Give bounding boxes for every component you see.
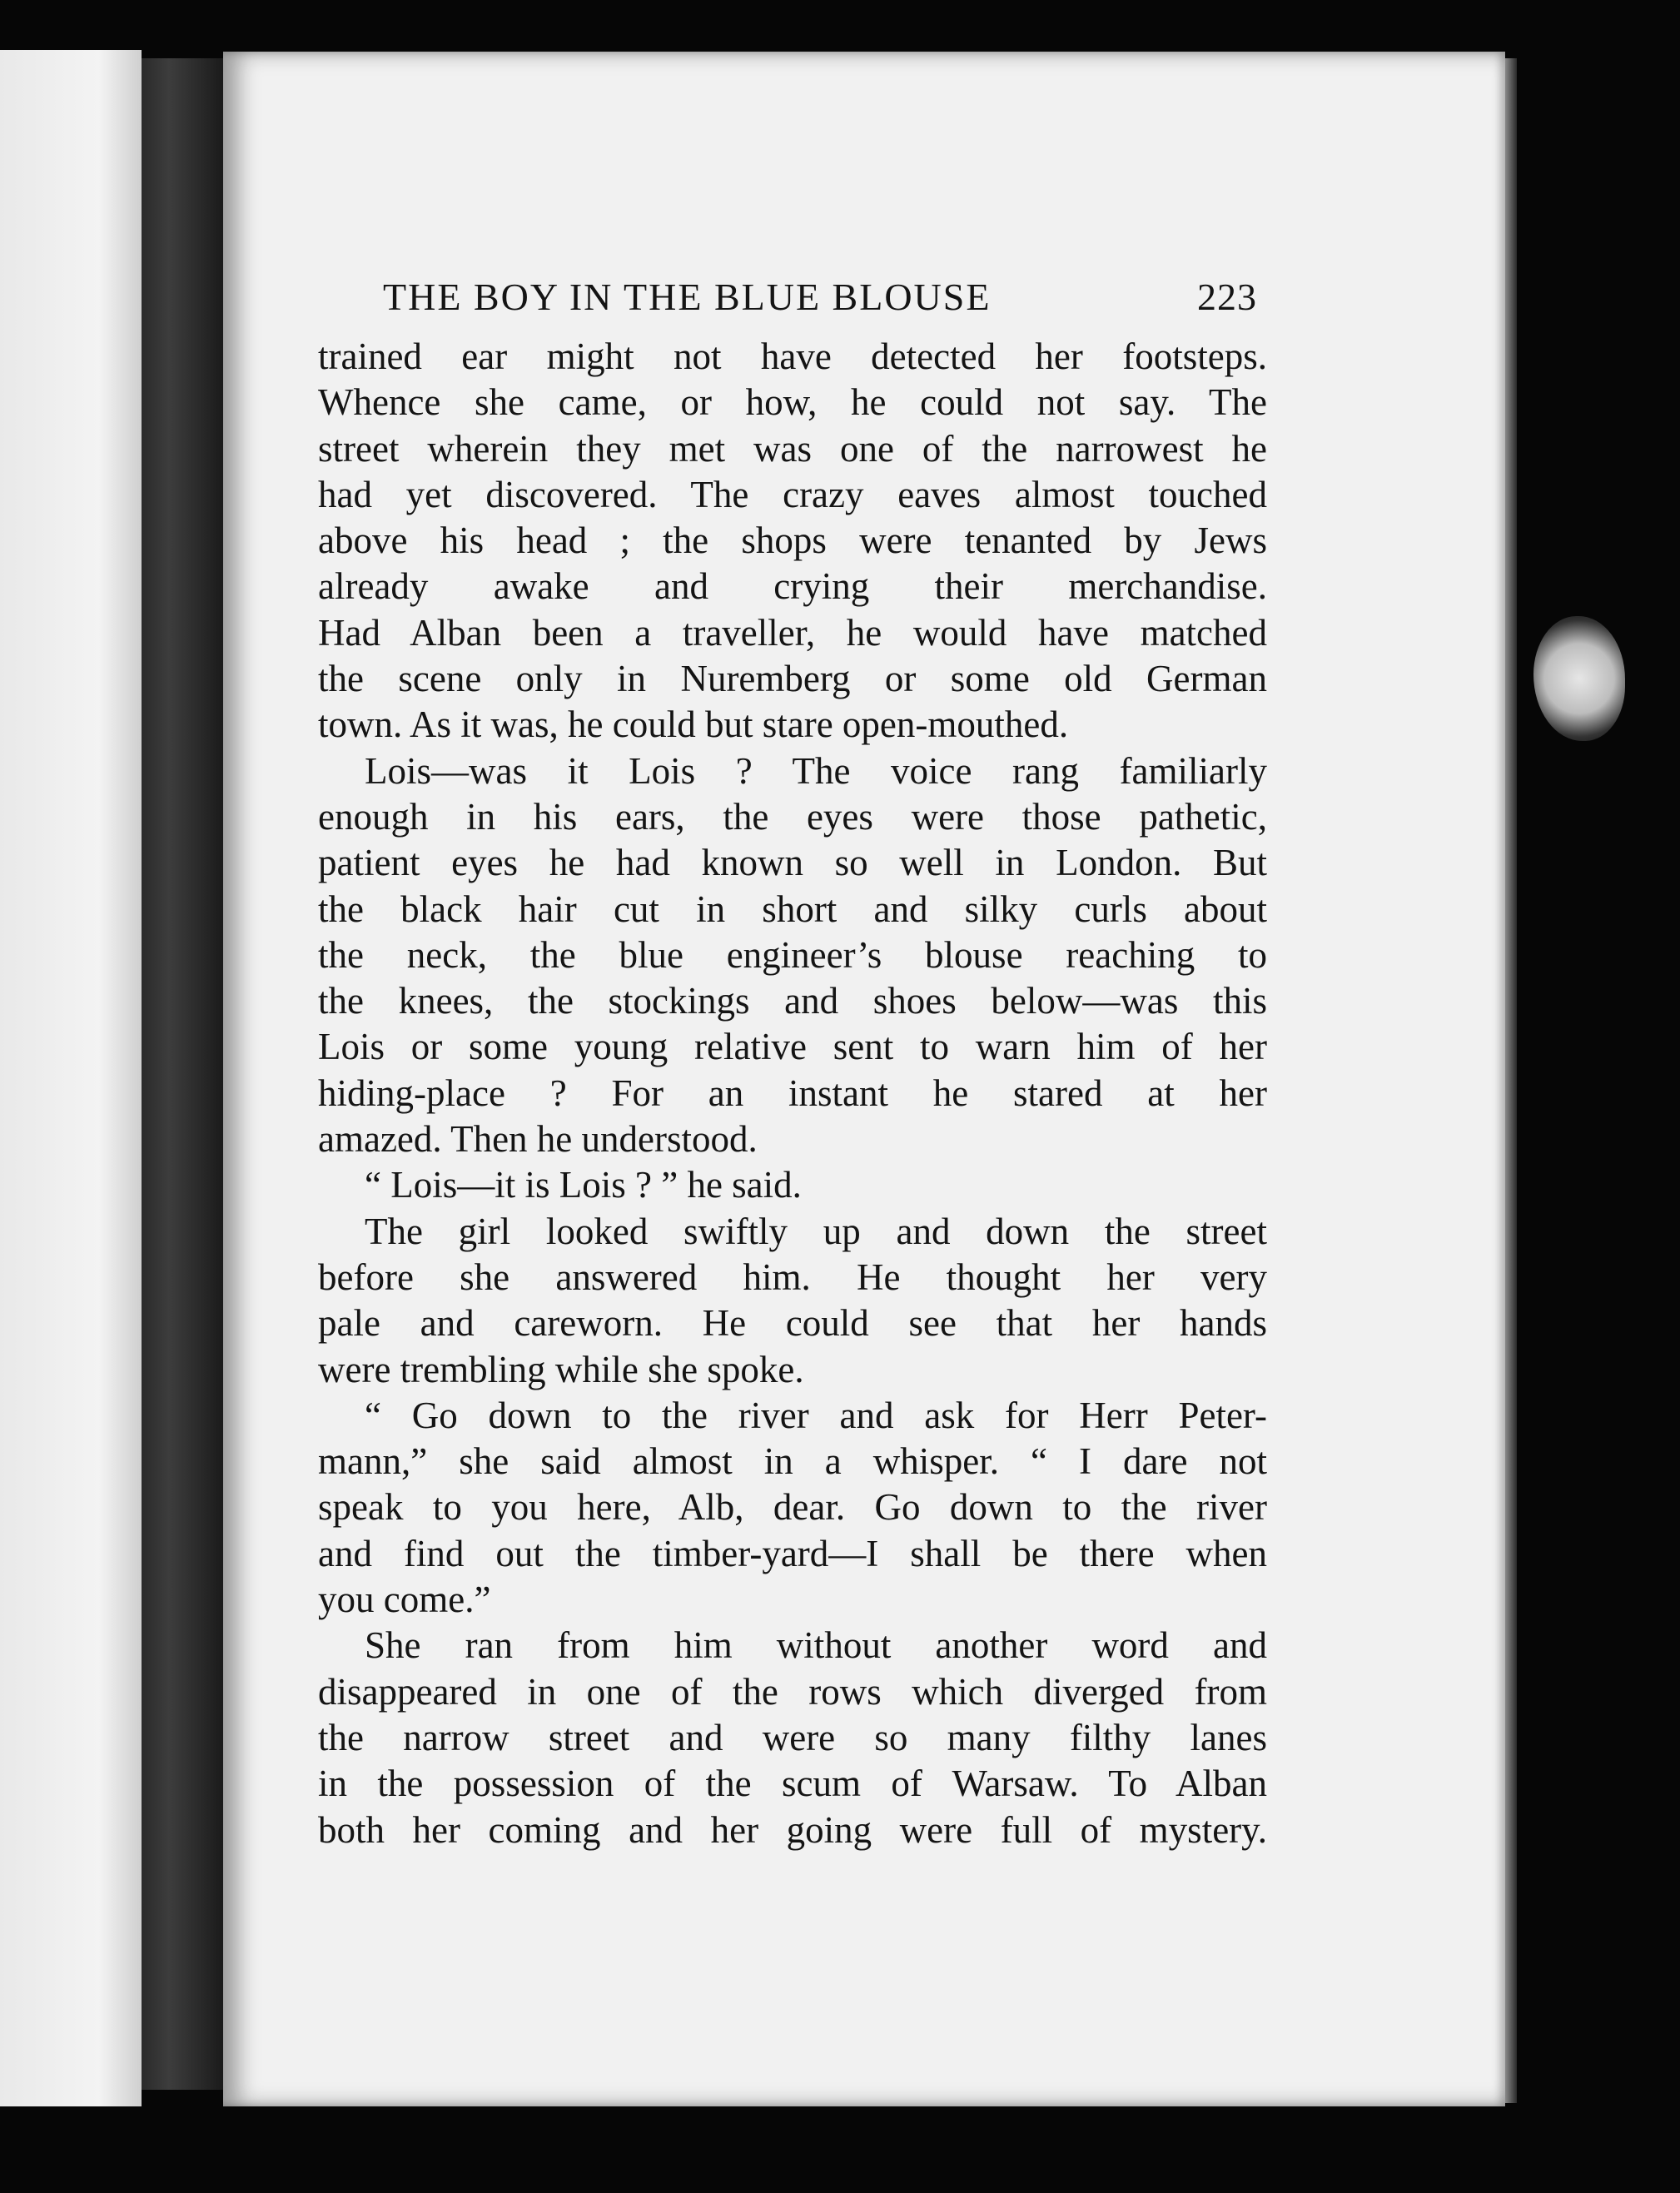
text-line: the narrow street and were so many filthy lanes	[318, 1716, 1267, 1758]
text-line: before she answered him. He thought her very	[318, 1256, 1267, 1298]
text-line: you come.”	[318, 1579, 491, 1621]
text-line: trained ear might not have detected her footsteps.	[318, 336, 1267, 377]
text-line: the black hair cut in short and silky curls about	[318, 888, 1267, 930]
text-line: She ran from him without another word and	[365, 1624, 1267, 1667]
facing-page-edge	[0, 50, 142, 2106]
running-head	[383, 275, 1257, 319]
text-line: street wherein they met was one of the narrowest he	[318, 427, 1267, 470]
text-line: speak to you here, Alb, dear. Go down to the river	[318, 1486, 1267, 1529]
text-line: The girl looked swiftly up and down the street	[365, 1210, 1267, 1252]
text-line: Whence she came, or how, he could not say. The	[318, 381, 1267, 424]
text-line: Had Alban been a traveller, he would have matched	[318, 611, 1267, 654]
text-line: the neck, the blue engineer’s blouse reaching to	[318, 933, 1267, 976]
scan-smudge	[1533, 616, 1625, 741]
text-line: already awake and crying their merchandise.	[318, 565, 1267, 608]
text-line: had yet discovered. The crazy eaves almost touched	[318, 473, 1267, 515]
page-number: 223	[1197, 276, 1257, 318]
text-line: the scene only in Nuremberg or some old German	[318, 658, 1267, 700]
text-line: Lois or some young relative sent to warn him of her	[318, 1026, 1267, 1068]
text-line: and find out the timber-yard—I shall be there when	[318, 1532, 1267, 1574]
text-line: disappeared in one of the rows which diverged from	[318, 1670, 1267, 1713]
text-line: “ Go down to the river and ask for Herr Peter-	[365, 1394, 1267, 1436]
running-head-title: THE BOY IN THE BLUE BLOUSE	[383, 276, 992, 318]
text-line: both her coming and her going were full of mystery.	[318, 1808, 1267, 1851]
text-line: were trembling while she spoke.	[318, 1348, 804, 1390]
text-line: amazed. Then he understood.	[318, 1118, 758, 1161]
text-line: Lois—was it Lois ? The voice rang familiarly	[365, 749, 1267, 792]
text-line: above his head ; the shops were tenanted by Jews	[318, 520, 1267, 562]
text-line: hiding-place ? For an instant he stared at her	[318, 1072, 1267, 1114]
text-line: town. As it was, he could but stare open-mouthed.	[318, 704, 1069, 746]
book-binding-shadow	[142, 58, 233, 2090]
text-line: patient eyes he had known so well in London. But	[318, 842, 1267, 884]
text-line: “ Lois—it is Lois ? ” he said.	[365, 1164, 802, 1206]
text-line: pale and careworn. He could see that her hands	[318, 1302, 1267, 1345]
page-text	[318, 275, 1267, 1853]
text-line: the knees, the stockings and shoes below—was this	[318, 980, 1267, 1022]
text-line: mann,” she said almost in a whisper. “ I dare not	[318, 1440, 1267, 1483]
text-line: in the possession of the scum of Warsaw. To Alban	[318, 1763, 1267, 1805]
page-edge-shadow	[1505, 58, 1517, 2103]
text-line: enough in his ears, the eyes were those pathetic,	[318, 795, 1267, 838]
